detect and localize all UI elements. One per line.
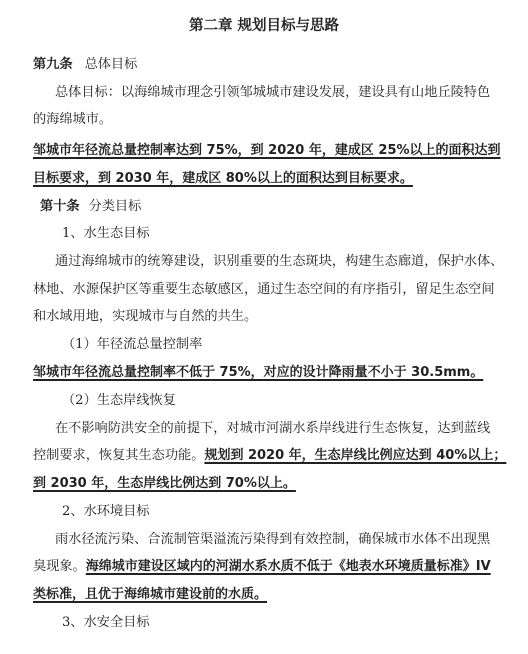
article-9-bold-line2: 目标要求，到 2030 年，建成区 80%以上的面积达到目标要求。 xyxy=(33,171,413,186)
article-10-number: 第十条 xyxy=(40,199,80,214)
subsection-2-title: （2）生态岸线恢复 xyxy=(62,393,176,408)
subsection-2-line2-bold: 规划到 2020 年，生态岸线比例应达到 40%以上； xyxy=(204,448,507,463)
section-2-line2 xyxy=(33,557,491,577)
article-9-name: 总体目标 xyxy=(84,57,138,72)
subsection-2-line3: 到 2030 年，生态岸线比例达到 70%以上。 xyxy=(33,476,296,491)
subsection-2-line1: 在不影响防洪安全的前提下，对城市河湖水系岸线进行生态恢复，达到蓝线 xyxy=(55,421,491,436)
article-10-name: 分类目标 xyxy=(88,199,142,214)
article-10-heading xyxy=(40,197,141,217)
section-1-line1: 通过海绵城市的统筹建设，识别重要的生态斑块，构建生态廊道，保护水体、 xyxy=(55,254,504,269)
section-3-title: 3、水安全目标 xyxy=(62,615,150,630)
article-9-bold-line1: 邹城市年径流总量控制率达到 75%，到 2020 年，建成区 25%以上的面积达到 xyxy=(33,143,501,158)
article-9-heading xyxy=(33,55,137,75)
subsection-1-title: （1）年径流总量控制率 xyxy=(62,337,203,352)
chapter-title: 第二章 规划目标与思路 xyxy=(188,18,340,34)
section-1-line2: 林地、水源保护区等重要生态敏感区，通过生态空间的有序指引，留足生态空间 xyxy=(33,282,495,297)
article-9-body-line1: 总体目标：以海绵城市理念引领邹城城市建设发展，建设具有山地丘陵特色 xyxy=(55,85,491,100)
article-9-number: 第九条 xyxy=(33,57,73,72)
subsection-2-line2-plain: 控制要求，恢复其生态功能。 xyxy=(33,448,205,463)
section-2-line3: 类标准，且优于海绵城市建设前的水质。 xyxy=(33,587,268,602)
section-1-title: 1、水生态目标 xyxy=(62,226,150,241)
subsection-2-line2 xyxy=(33,446,506,466)
section-2-line1: 雨水径流污染、合流制管渠溢流污染得到有效控制，确保城市水体不出现黑 xyxy=(55,532,491,547)
subsection-1-bold: 邹城市年径流总量控制率不低于 75%，对应的设计降雨量不小于 30.5mm。 xyxy=(33,365,484,380)
section-2-line2-bold: 海绵城市建设区域内的河湖水系水质不低于《地表水环境质量标准》IV xyxy=(85,559,491,574)
section-2-line2-plain: 臭现象。 xyxy=(33,559,86,574)
article-9-body-line2: 的海绵城市。 xyxy=(33,112,113,127)
section-1-line3: 和水域用地，实现城市与自然的共生。 xyxy=(33,309,258,324)
section-2-title: 2、水环境目标 xyxy=(62,504,150,519)
